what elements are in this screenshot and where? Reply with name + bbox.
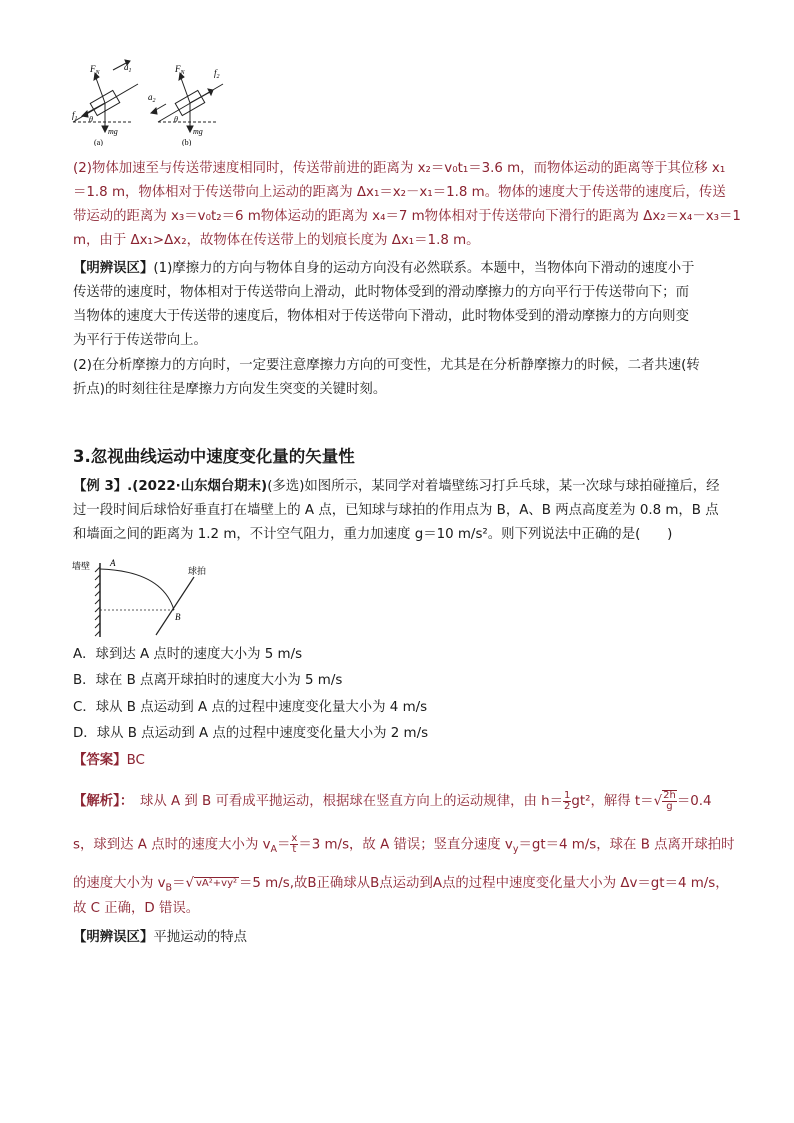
wall-racket-figure — [70, 555, 230, 641]
wall-label: 墙壁 — [72, 562, 91, 572]
racket-line — [156, 577, 194, 635]
fraction-half: $\frac{1}{2}$ — [564, 789, 571, 812]
sqrt-expression: vA²+vy² — [196, 878, 237, 889]
example3-line-3: 和墙面之间的距离为 1.2 m，不计空气阻力，重力加速度 g＝10 m/s²。则下列说法中正确的是( ) — [73, 527, 673, 542]
f2-label: $f_2$ — [214, 68, 220, 80]
mingbian-line-6: 折点)的时刻往往是摩擦力方向发生突变的关键时刻。 — [73, 382, 387, 397]
para2-line-1: (2)物体加速至与传送带速度相同时，传送带前进的距离为 x₂＝v₀t₁＝3.6 m，而物体运动的距离等于其位移 x₁ — [73, 161, 726, 176]
mingbian-line-2: 传送带的速度时，物体相对于传送带向上滑动，此时物体受到的滑动摩擦力的方向平行于传送带向下；而 — [73, 285, 689, 300]
mingbian2-text: 平抛运动的特点 — [153, 930, 248, 945]
mingbian2-line — [73, 927, 247, 949]
a2-label: $a_2$ — [148, 92, 156, 104]
example3-label: 【例 3】 — [73, 479, 128, 494]
fraction-x-over-t: $\frac{x}{t}$ — [291, 833, 298, 855]
analysis-text-2a: s，球到达 A 点时的速度大小为 v — [73, 837, 271, 853]
analysis-text-3b: ＝ — [172, 876, 186, 891]
mingbian2-label: 【明辨误区】 — [73, 930, 154, 945]
example3-source: .(2022·山东烟台期末) — [127, 479, 268, 494]
subscript-b: B — [165, 882, 173, 894]
para2-line-2: ＝1.8 m，物体相对于传送带向上运动的距离为 Δx₁＝x₂－x₁＝1.8 m。物体的速度大于传送带的速度后，传送 — [73, 185, 726, 200]
analysis-label: 【解析】： — [73, 794, 127, 809]
point-b-label: B — [175, 612, 181, 622]
subscript-a: A — [270, 844, 278, 856]
sqrt-sign-2: √ — [185, 876, 194, 891]
analysis-text-1b: gt²，解得 t＝ — [571, 794, 654, 809]
example3-line-1 — [73, 476, 720, 498]
analysis-text-1a: 球从 A 到 B 可看成平抛运动，根据球在竖直方向上的运动规律，由 h＝ — [126, 794, 564, 809]
racket-label: 球拍 — [188, 567, 207, 577]
ball-trajectory — [100, 569, 174, 610]
analysis-text-2d: ＝gt＝4 m/s，球在 B 点离开球拍时 — [518, 837, 735, 853]
a1-label: $a_1$ — [124, 62, 132, 74]
answer-line — [73, 750, 145, 772]
incline-figure — [68, 56, 268, 146]
caption-b: (b) — [182, 138, 192, 146]
wall-hatching — [95, 563, 100, 637]
option-b: B．球在 B 点离开球拍时的速度大小为 5 m/s — [73, 673, 343, 688]
mingbian-label: 【明辨误区】 — [73, 261, 154, 276]
mg-label-b: mg — [193, 127, 203, 136]
mingbian-line-5: (2)在分析摩擦力的方向时，一定要注意摩擦力方向的可变性，尤其是在分析静摩擦力的时候，二者共速(转 — [73, 358, 700, 373]
section-3-title: 3.忽视曲线运动中速度变化量的矢量性 — [73, 447, 355, 466]
sqrt-sign: √ — [653, 794, 663, 809]
example3-line-2: 过一段时间后球恰好垂直打在墙壁上的 A 点，已知球与球拍的作用点为 B，A、B 两点高度差为 0.8 m，B 点 — [73, 503, 719, 518]
analysis-line-4: 故 C 正确，D 错误。 — [73, 901, 200, 916]
mingbian-line-3: 当物体的速度大于传送带的速度后，物体相对于传送带向下滑动，此时物体受到的滑动摩擦力的方向则变 — [73, 309, 689, 324]
f1-label: $f_1$ — [72, 110, 78, 122]
mingbian-line-1 — [73, 258, 695, 280]
analysis-text-2b: ＝ — [277, 837, 291, 853]
answer-label: 【答案】 — [73, 753, 127, 768]
incline-figure-b — [151, 73, 223, 132]
para2-line-4: m，由于 Δx₁>Δx₂，故物体在传送带上的划痕长度为 Δx₁＝1.8 m。 — [73, 233, 480, 248]
option-d: D．球从 B 点运动到 A 点的过程中速度变化量大小为 2 m/s — [73, 726, 429, 741]
mingbian-text-1: (1)摩擦力的方向与物体自身的运动方向没有必然联系。本题中，当物体向下滑动的速度小于 — [153, 261, 695, 276]
analysis-text-2c: ＝3 m/s，故 A 错误；竖直分速度 v — [298, 837, 513, 853]
example3-text-1: (多选)如图所示，某同学对着墙壁练习打乒乓球，某一次球与球拍碰撞后，经 — [267, 479, 720, 494]
fraction-sqrt: $\frac{2h}{g}$ — [663, 790, 676, 812]
analysis-line-1 — [73, 790, 712, 813]
fn-label-b: $F_N$ — [175, 64, 185, 76]
analysis-text-3a: 的速度大小为 v — [73, 876, 166, 891]
theta-label-a: θ — [89, 115, 93, 124]
point-a-label: A — [110, 558, 116, 568]
analysis-line-3 — [73, 873, 729, 900]
subscript-y: y — [512, 844, 519, 856]
mg-label-a: mg — [108, 127, 118, 136]
analysis-line-2 — [73, 834, 735, 861]
mingbian-line-4: 为平行于传送带向上。 — [73, 333, 207, 348]
fn-label-a: $F_N$ — [90, 64, 100, 76]
caption-a: (a) — [94, 138, 103, 146]
answer-value: BC — [126, 753, 145, 768]
option-c: C．球从 B 点运动到 A 点的过程中速度变化量大小为 4 m/s — [73, 700, 428, 715]
analysis-text-3c: ＝5 m/s,故B正确球从B点运动到A点的过程中速度变化量大小为 Δv＝gt＝4 m/s， — [239, 876, 729, 891]
theta-label-b: θ — [174, 115, 178, 124]
para2-line-3: 带运动的距离为 x₃＝v₀t₂＝6 m物体运动的距离为 x₄＝7 m物体相对于传送带向下滑行的距离为 Δx₂＝x₄－x₃＝1 — [73, 209, 741, 224]
option-a: A．球到达 A 点时的速度大小为 5 m/s — [73, 647, 303, 662]
analysis-text-1c: ＝0.4 — [676, 794, 712, 809]
